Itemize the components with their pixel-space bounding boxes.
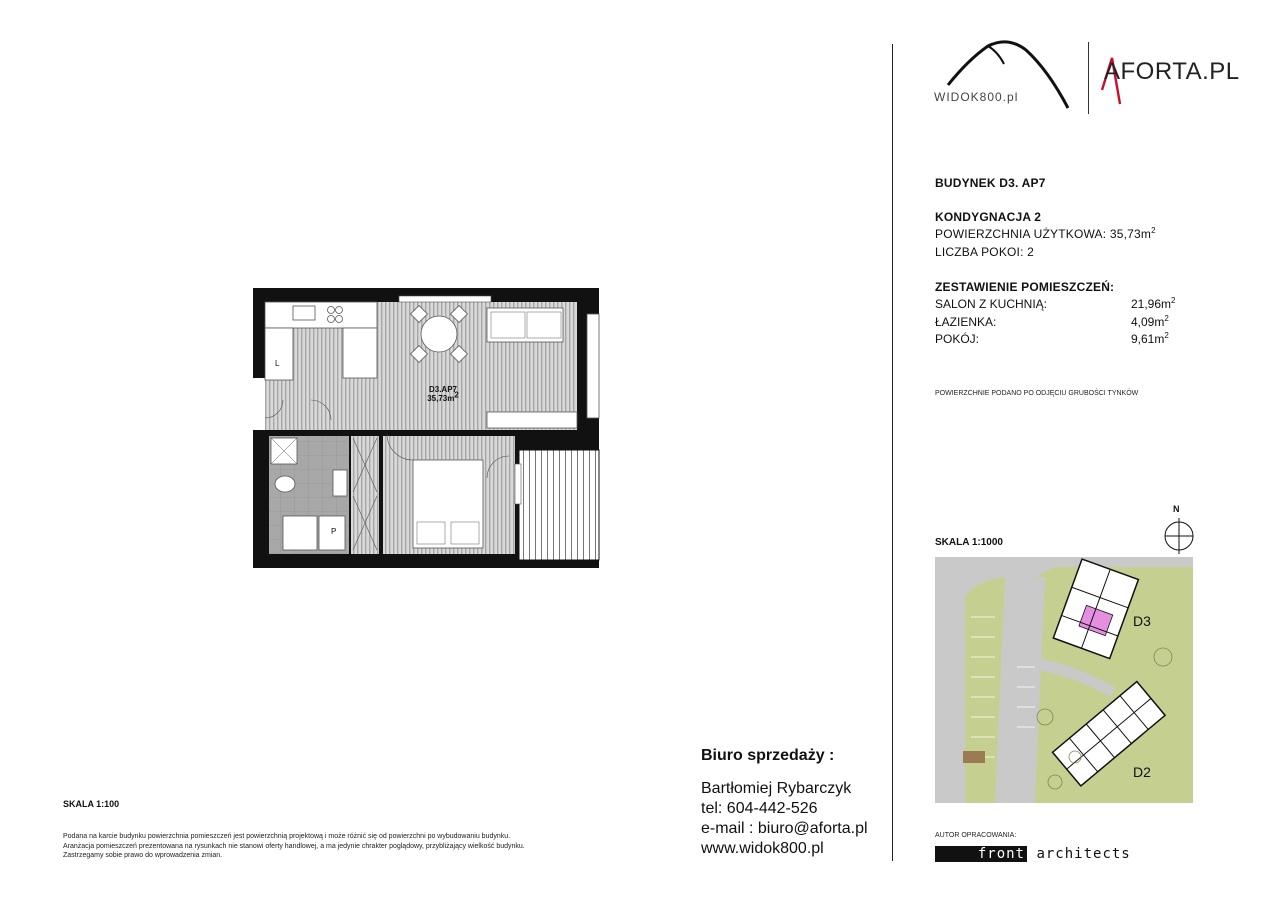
disclaimer: Podana na karcie budynku powierzchnia pomieszczeń jest powierzchnią projektową i może różnić się od powierzchni po wybudowaniu budynku. Aranżacja pomieszczeń prezentowana na rysunkach nie stanowi oferty handlowej, a ma jedynie chrakter poglądowy, przybliżający wielkość budynku. Zastrzegamy sobie prawo do wprowadzenia zmian. [63, 833, 525, 859]
sales-phone[interactable]: tel: 604-442-526 [701, 800, 818, 817]
author-label: AUTOR OPRACOWANIA: [935, 832, 1017, 839]
front-architects-logo [935, 846, 1131, 862]
vertical-divider [892, 44, 893, 861]
floor-plan [253, 288, 601, 570]
north-arrow [1162, 504, 1196, 554]
aforta-logo [1100, 56, 1260, 106]
site-label-d3: D3 [1133, 613, 1151, 629]
plan-scale: SKALA 1:100 [63, 799, 120, 809]
widok800-logo [928, 40, 1073, 110]
site-label-d2: D2 [1133, 764, 1151, 780]
sales-name: Bartłomiej Rybarczyk [701, 780, 852, 797]
building-title: BUDYNEK D3. AP7 [935, 176, 1046, 190]
room-name: POKÓJ: [935, 332, 980, 346]
room-area: $4,09m^2$ [1131, 314, 1169, 329]
logo-divider [1088, 42, 1089, 114]
sales-heading: Biuro sprzedaży : [701, 747, 835, 764]
usable-area: POWIERZCHNIA UŻYTKOWA: $35,73m^2$ [935, 226, 1156, 241]
floor-label: KONDYGNACJA 2 [935, 210, 1042, 224]
site-plan-map [935, 557, 1193, 803]
plan-letter-p: P [331, 527, 337, 536]
plan-letter-l: L [275, 359, 280, 368]
north-label: N [1173, 504, 1180, 514]
plaster-note: POWIERZCHNIE PODANO PO ODJĘCIU GRUBOŚCI TYNKÓW [935, 390, 1139, 397]
widok800-logo-text: WIDOK800.pl [934, 90, 1019, 104]
architects-logo-text: architects [1036, 846, 1131, 862]
room-count: LICZBA POKOI: 2 [935, 245, 1035, 259]
room-area: $9,61m^2$ [1131, 331, 1169, 346]
room-name: ŁAZIENKA: [935, 315, 997, 329]
room-area: $21,96m^2$ [1131, 296, 1176, 311]
room-name: SALON Z KUCHNIĄ: [935, 297, 1048, 311]
rooms-summary-heading: ZESTAWIENIE POMIESZCZEŃ: [935, 280, 1115, 294]
plan-unit-label: D3.AP7 $35,73m^2$ [427, 385, 459, 403]
sales-contact [701, 779, 868, 859]
sales-website[interactable]: www.widok800.pl [701, 840, 824, 857]
front-logo-text: front [935, 846, 1027, 862]
sales-email[interactable]: e-mail : biuro@aforta.pl [701, 820, 868, 837]
site-plan-scale: SKALA 1:1000 [935, 537, 1003, 548]
aforta-logo-text: AFORTA.PL [1104, 58, 1240, 85]
